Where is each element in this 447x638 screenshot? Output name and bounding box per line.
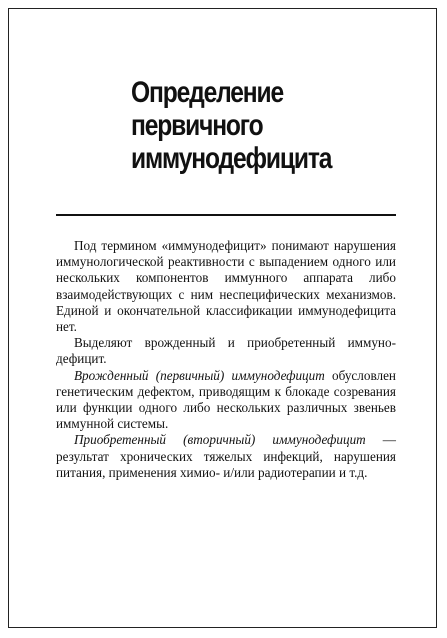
paragraph-4 <box>56 432 396 481</box>
paragraph-2-text: Выделяют врожденный и приобретенный иммунодефицит. <box>56 335 396 367</box>
paragraph-3 <box>56 368 396 433</box>
title-line-2: первичного <box>131 109 263 142</box>
title-line-3: иммунодефицита <box>131 142 332 175</box>
paragraph-1 <box>56 238 396 335</box>
horizontal-rule <box>56 214 396 216</box>
paragraph-3-term: Врожденный (первичный) иммунодефицит <box>74 367 325 383</box>
paragraph-1-text: Под термином «иммунодефицит» понимают нарушения иммунологической реактивности с выпадением одного или нескольких компонентов иммунного аппарата либо взаимодействующих с ним неспецифических механизмов. Единой и окончательной классификации иммунодефицита нет. <box>56 238 396 335</box>
title-line-1: Определение <box>131 76 284 109</box>
paragraph-4-term: Приобретенный (вторичный) иммунодефицит <box>74 432 366 448</box>
paragraph-3-text: обусловлен генетическим дефектом, приводящим к блокаде созревания или функции одного либо нескольких различных звеньев иммунной системы. <box>56 367 396 432</box>
page-title <box>131 76 361 175</box>
paragraph-4-text: — результат хронических тяжелых инфекций, нарушения питания, применения химио- и/или радиотерапии и т.д. <box>56 432 396 480</box>
body-text <box>56 238 396 481</box>
paragraph-2 <box>56 335 396 367</box>
